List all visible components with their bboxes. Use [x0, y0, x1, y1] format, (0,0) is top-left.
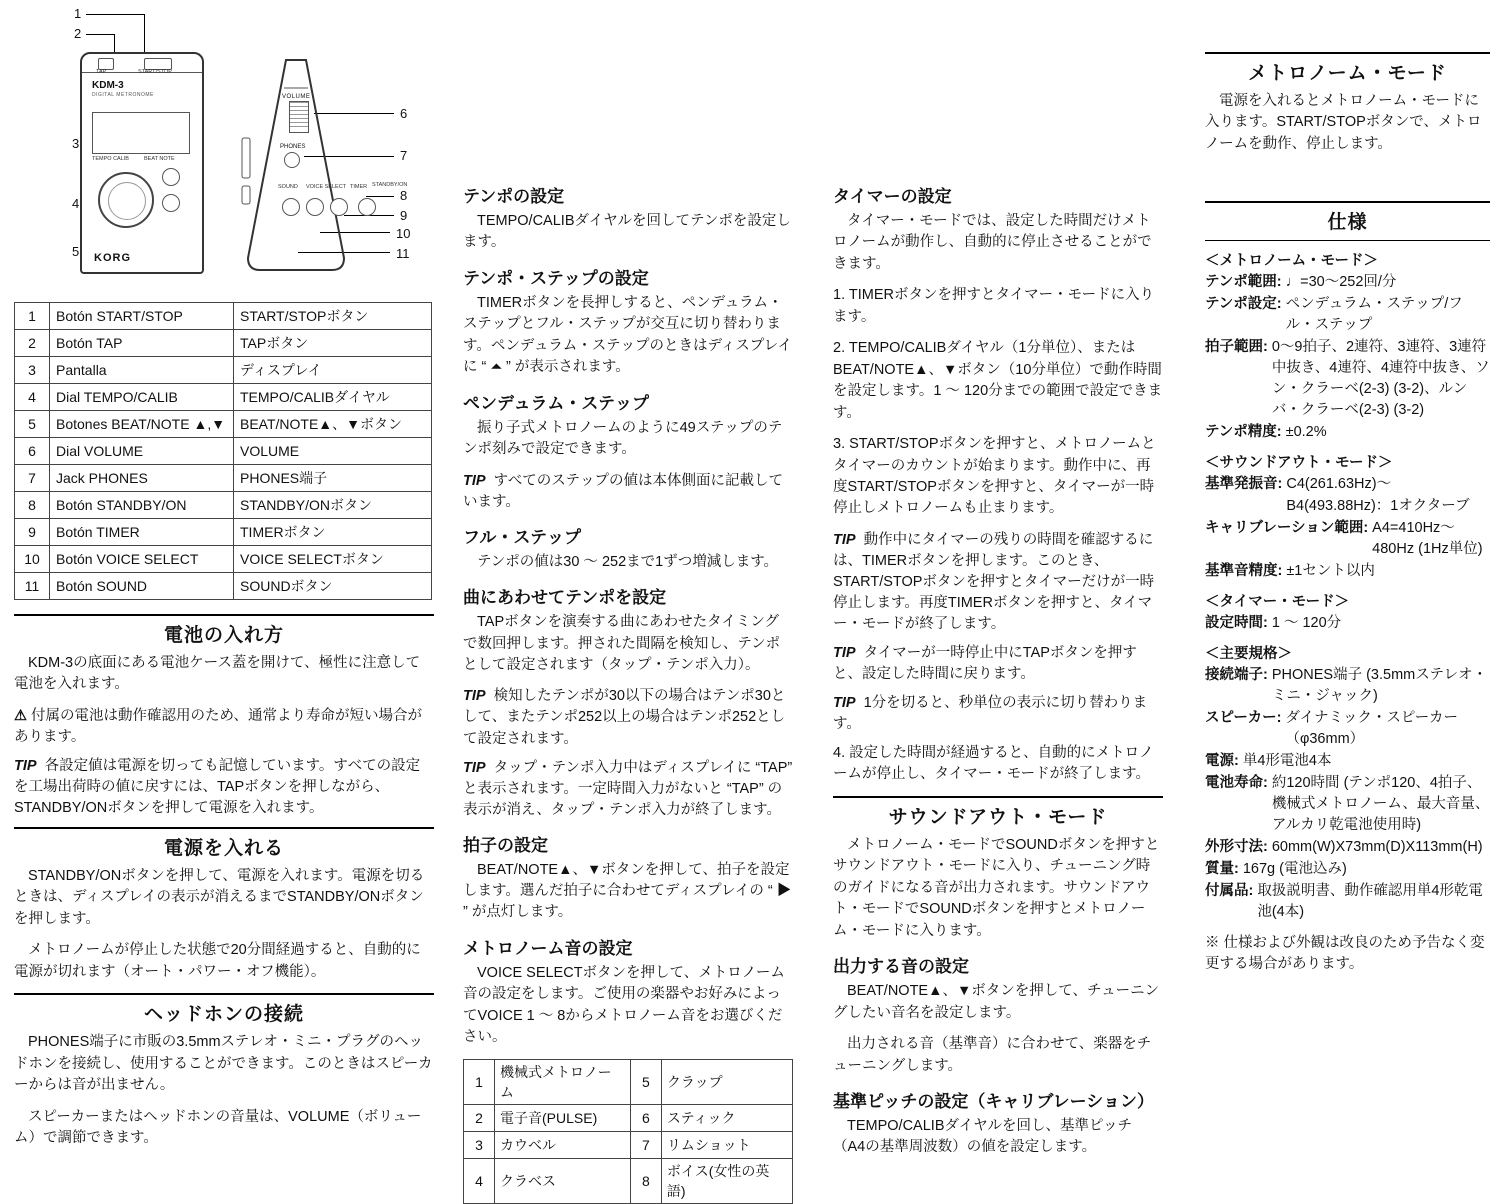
spec-value: PHONES端子 (3.5mmステレオ・ミニ・ジャック)	[1271, 666, 1488, 704]
section-headphones	[14, 993, 434, 1149]
spec-row	[1205, 708, 1490, 750]
voice-name: スティック	[661, 1104, 792, 1131]
heading-tap-tempo: 曲にあわせてテンポを設定	[463, 588, 667, 608]
heading-full-step: フル・ステップ	[463, 527, 581, 547]
beat-paragraph: BEAT/NOTE▲、▼ボタンを押して、拍子を設定します。選んだ拍子に合わせてディスプレイの “ ▶ ” が点灯します。	[463, 861, 792, 921]
soundout-paragraph: メトロノーム・モードでSOUNDボタンを押すとサウンドアウト・モードに入り、チューニング時のガイドになる音が出力されます。サウンドアウト・モードでSOUNDボタンを押すとメトロノーム・モードに入ります。	[833, 836, 1160, 939]
pendulum-tip	[463, 471, 793, 513]
beat-note-down-button-glyph	[162, 194, 180, 212]
tempo-paragraph: TEMPO/CALIBダイヤルを回してテンポを設定します。	[463, 213, 791, 251]
spec-key: 基準発振音:	[1205, 476, 1283, 493]
battery-warning	[14, 706, 434, 748]
spec-value: ペンデュラム・ステップ/フル・ステップ	[1285, 296, 1463, 334]
spec-value: 取扱説明書、動作確認用単4形乾電池(4本)	[1257, 882, 1483, 920]
output-paragraph-1: BEAT/NOTE▲、▼ボタンを押して、チューニングしたい音名を設定します。	[833, 983, 1160, 1021]
section-soundout	[833, 796, 1163, 942]
table-row	[15, 303, 432, 330]
part-number: 10	[15, 546, 50, 573]
timer-step-2: 2. TEMPO/CALIBダイヤル（1分単位）、またはBEAT/NOTE▲、▼ボタン（10分単位）で動作時間を設定します。1 〜 120分までの範囲で設定できます。	[833, 340, 1163, 421]
table-row	[464, 1104, 793, 1131]
heading-pendulum-step: ペンデュラム・ステップ	[463, 393, 649, 413]
voice-name: 機械式メトロノーム	[495, 1059, 631, 1104]
spec-group-heading: ＜タイマー・モード＞	[1205, 593, 1350, 610]
power-paragraph-2: メトロノームが停止した状態で20分間経過すると、自動的に電源が切れます（オート・パワー・オフ機能）。	[14, 942, 421, 980]
phones-jack-glyph	[284, 152, 300, 168]
beat-note-label: BEAT NOTE	[144, 156, 175, 162]
timer-tip-3-text: 1分を切ると、秒単位の表示に切り替わります。	[833, 695, 1148, 733]
device-model-name: KDM-3	[92, 80, 124, 91]
tap-tempo-tip-1	[463, 686, 793, 749]
voice-select-label: VOICE SELECT	[306, 184, 347, 190]
heading-tempo: テンポの設定	[463, 187, 565, 206]
part-name-jp: ディスプレイ	[234, 357, 432, 384]
table-row	[15, 546, 432, 573]
calibration-paragraph: TEMPO/CALIBダイヤルを回し、基準ピッチ（A4の基準周波数）の値を設定します。	[833, 1118, 1132, 1156]
battery-tip-1-text: 各設定値は電源を切っても記憶しています。すべての設定を工場出荷時の値に戻すには、TAPボタンを押しながら、STANDBY/ONボタンを押して電源を入れます。	[14, 757, 421, 816]
table-row	[15, 519, 432, 546]
spec-value: A4=410Hz〜480Hz (1Hz単位)	[1372, 519, 1483, 557]
voice-name: クラベス	[495, 1158, 631, 1203]
part-number: 2	[15, 330, 50, 357]
part-name-es: Botón TAP	[50, 330, 234, 357]
column-middle-right	[833, 182, 1163, 1169]
part-name-es: Dial VOLUME	[50, 438, 234, 465]
part-name-jp: TAPボタン	[234, 330, 432, 357]
divider	[1205, 240, 1490, 241]
part-number: 3	[15, 357, 50, 384]
column-right	[1205, 52, 1490, 975]
voice-name: リムショット	[661, 1131, 792, 1158]
spec-key: スピーカー:	[1205, 709, 1282, 726]
callout-2: 2	[74, 26, 82, 41]
part-number: 4	[15, 384, 50, 411]
metronome-sound-paragraph: VOICE SELECTボタンを押して、メトロノーム音の設定をします。ご使用の楽器やお好みによってVOICE 1 〜 8からメトロノーム音をお選びください。	[463, 964, 785, 1046]
heading-tempo-step: テンポ・ステップの設定	[463, 268, 649, 288]
section-metronome-mode	[1205, 52, 1490, 155]
section-title: 仕様	[1327, 212, 1368, 234]
spec-value: 1 〜 120分	[1271, 614, 1342, 631]
part-name-es: Botón SOUND	[50, 573, 234, 600]
callout-10: 10	[396, 226, 411, 241]
spec-row	[1205, 294, 1490, 336]
timer-paragraph: タイマー・モードでは、設定した時間だけメトロノームが動作し、自動的に停止させることができます。	[833, 213, 1152, 272]
device-display	[92, 112, 190, 154]
table-row	[15, 492, 432, 519]
timer-tip-1	[833, 530, 1163, 635]
spec-row	[1205, 613, 1490, 634]
tip-label: TIP	[463, 472, 486, 489]
part-number: 8	[15, 492, 50, 519]
section-title: メトロノーム・モード	[1248, 63, 1447, 84]
tip-label: TIP	[14, 757, 37, 774]
table-row	[464, 1059, 793, 1104]
column-left	[14, 0, 434, 1160]
section-battery	[14, 614, 434, 819]
tap-tempo-tip-2	[463, 758, 793, 821]
battery-paragraph-1: KDM-3の底面にある電池ケース蓋を開けて、極性に注意して電池を入れます。	[14, 655, 421, 693]
standby-on-label: STANDBY/ON	[372, 182, 408, 188]
callout-8: 8	[400, 188, 408, 203]
spec-key: テンポ精度:	[1205, 424, 1282, 441]
pendulum-tip-text: すべてのステップの値は本体側面に記載しています。	[463, 472, 784, 510]
tempo-calib-label: TEMPO CALIB	[92, 156, 129, 162]
spec-key: 基準音精度:	[1205, 562, 1283, 579]
voice-number: 1	[464, 1059, 495, 1104]
spec-key: 付属品:	[1205, 882, 1254, 899]
parts-table	[14, 302, 432, 600]
table-row	[464, 1131, 793, 1158]
leader-8	[366, 196, 394, 197]
heading-beat: 拍子の設定	[463, 835, 548, 855]
callout-6: 6	[400, 106, 408, 121]
callout-3: 3	[72, 136, 80, 151]
tip-label: TIP	[463, 759, 486, 776]
table-row	[15, 573, 432, 600]
spec-key: キャリブレーション範囲:	[1205, 519, 1369, 536]
divider	[1205, 201, 1490, 203]
divider	[833, 796, 1163, 798]
timer-step-3: 3. START/STOPボタンを押すと、メトロノームとタイマーのカウントが始まります。動作中に、再度START/STOPボタンを押すと、タイマーが一時停止しメトロノームも止まります。	[833, 436, 1156, 517]
leader-2b	[114, 34, 115, 52]
callout-4: 4	[72, 196, 80, 211]
headphones-paragraph-1: PHONES端子に市販の3.5mmステレオ・ミニ・プラグのヘッドホンを接続し、使用することができます。このときはスピーカーからは音が出ません。	[14, 1034, 433, 1094]
voice-name: 電子音(PULSE)	[495, 1104, 631, 1131]
voice-number: 8	[630, 1158, 661, 1203]
sound-label: SOUND	[278, 184, 298, 190]
voice-table	[463, 1059, 793, 1204]
table-row	[15, 465, 432, 492]
tip-label: TIP	[833, 531, 856, 548]
tempo-step-paragraph: TIMERボタンを長押しすると、ペンデュラム・ステップとフル・ステップが交互に切り替わります。ペンデュラム・ステップのときはディスプレイに “ ⏶ ” が表示されます。	[463, 294, 793, 376]
column-middle-left	[463, 182, 793, 1204]
spec-group-heading: ＜メトロノーム・モード＞	[1205, 253, 1378, 270]
part-number: 6	[15, 438, 50, 465]
part-name-jp: VOICE SELECTボタン	[234, 546, 432, 573]
table-row	[15, 330, 432, 357]
spec-value: ♩=30〜252回/分	[1285, 274, 1397, 291]
phones-label: PHONES	[280, 144, 306, 150]
voice-name: カウベル	[495, 1131, 631, 1158]
part-name-es: Botón STANDBY/ON	[50, 492, 234, 519]
part-number: 1	[15, 303, 50, 330]
battery-warning-text: 付属の電池は動作確認用のため、通常より寿命が短い場合があります。	[14, 707, 422, 745]
tap-label: TAP	[96, 69, 107, 75]
timer-tip-2	[833, 643, 1163, 685]
part-name-es: Pantalla	[50, 357, 234, 384]
metronome-mode-paragraph: 電源を入れるとメトロノーム・モードに入ります。START/STOPボタンで、メトロノームを動作、停止します。	[1205, 93, 1482, 152]
voice-number: 7	[630, 1131, 661, 1158]
part-name-jp: VOLUME	[234, 438, 432, 465]
section-title: ヘッドホンの接続	[143, 1004, 304, 1026]
timer-button-glyph	[330, 198, 348, 216]
callout-11: 11	[396, 246, 410, 261]
timer-label: TIMER	[350, 184, 368, 190]
section-title: 電池の入れ方	[163, 625, 284, 646]
device-front-view	[80, 52, 204, 274]
spec-key: 電源:	[1205, 752, 1239, 769]
headphones-paragraph-2: スピーカーまたはヘッドホンの音量は、VOLUME（ボリューム）で調節できます。	[14, 1108, 422, 1147]
voice-number: 4	[464, 1158, 495, 1203]
spec-value: 60mm(W)X73mm(D)X113mm(H)	[1271, 838, 1483, 855]
part-name-es: Dial TEMPO/CALIB	[50, 384, 234, 411]
section-power	[14, 827, 434, 983]
part-name-jp: BEAT/NOTE▲、▼ボタン	[234, 411, 432, 438]
spec-key: テンポ範囲:	[1205, 274, 1282, 291]
tip-label: TIP	[463, 688, 486, 705]
specs-note: ※ 仕様および外観は改良のため予告なく変更する場合があります。	[1205, 934, 1485, 972]
tap-tempo-paragraph: TAPボタンを演奏する曲にあわせたタイミングで数回押します。押された間隔を検知し、テンポとして設定されます（タップ・テンポ入力）。	[463, 614, 781, 674]
output-paragraph-2: 出力される音（基準音）に合わせて、楽器をチューニングします。	[833, 1036, 1152, 1074]
spec-row	[1205, 474, 1490, 516]
heading-output-sound: 出力する音の設定	[833, 957, 969, 977]
spec-value: 0〜9拍子、2連符、3連符、3連符中抜き、4連符、4連符中抜き、ソン・クラーベ(2-3) (3-2)、ルンバ・クラーベ(2-3) (3-2)	[1271, 339, 1490, 419]
spec-key: テンポ設定:	[1205, 296, 1282, 313]
brand-logo: KORG	[94, 252, 131, 264]
warning-icon: ⚠	[14, 707, 27, 724]
spec-value: 167g (電池込み)	[1242, 860, 1347, 877]
part-name-es: Jack PHONES	[50, 465, 234, 492]
part-number: 11	[15, 573, 50, 600]
spec-key: 拍子範囲:	[1205, 339, 1268, 356]
spec-key: 設定時間:	[1205, 614, 1268, 631]
callout-5: 5	[72, 244, 80, 259]
divider	[1205, 52, 1490, 54]
spec-value: 単4形電池4本	[1242, 752, 1332, 769]
tip-label: TIP	[833, 695, 856, 711]
spec-row	[1205, 773, 1490, 836]
leader-1	[86, 14, 144, 15]
callout-1: 1	[74, 6, 82, 21]
spec-group-heading: ＜サウンドアウト・モード＞	[1205, 455, 1393, 472]
spec-value: 約120時間 (テンポ120、4拍子、機械式メトロノーム、最大音量、アルカリ乾電池使用時)	[1271, 774, 1490, 833]
section-title: 電源を入れる	[163, 837, 284, 859]
callout-9: 9	[400, 208, 408, 223]
part-name-jp: SOUNDボタン	[234, 573, 432, 600]
part-number: 7	[15, 465, 50, 492]
voice-number: 6	[630, 1104, 661, 1131]
device-diagram	[14, 6, 444, 296]
part-name-jp: START/STOPボタン	[234, 303, 432, 330]
voice-name: ボイス(女性の英語)	[661, 1158, 792, 1203]
spec-row	[1205, 837, 1490, 858]
table-row	[15, 357, 432, 384]
divider	[14, 993, 434, 995]
callout-7: 7	[400, 148, 408, 163]
spec-value: ±1セント以内	[1286, 562, 1375, 579]
divider	[14, 614, 434, 616]
sound-button-glyph	[282, 198, 300, 216]
device-model-sub: DIGITAL METRONOME	[92, 92, 154, 98]
spec-row	[1205, 859, 1490, 880]
table-row	[15, 438, 432, 465]
voice-number: 2	[464, 1104, 495, 1131]
section-specifications	[1205, 201, 1490, 974]
table-row	[15, 411, 432, 438]
spec-value: ダイナミック・スピーカー（φ36mm）	[1285, 709, 1459, 747]
spec-value: C4(261.63Hz)〜B4(493.88Hz)：1オクターブ	[1286, 476, 1470, 514]
spec-row	[1205, 422, 1490, 443]
spec-row	[1205, 665, 1490, 707]
spec-key: 外形寸法:	[1205, 838, 1268, 855]
tip-label: TIP	[833, 644, 856, 661]
part-name-es: Botón TIMER	[50, 519, 234, 546]
pendulum-paragraph: 振り子式メトロノームのように49ステップのテンポ刻みで設定できます。	[463, 419, 783, 458]
voice-name: クラップ	[661, 1059, 792, 1104]
tap-tempo-tip-1-text: 検知したテンポが30以下の場合はテンポ30として、またテンポ252以上の場合はテンポ252として設定されます。	[463, 688, 786, 747]
power-paragraph-1: STANDBY/ONボタンを押して、電源を入れます。電源を切るときは、ディスプレイの表示が消えるまでSTANDBY/ONボタンを押します。	[14, 867, 425, 927]
part-number: 5	[15, 411, 50, 438]
timer-tip-1-text: 動作中にタイマーの残りの時間を確認するには、TIMERボタンを押します。このとき、START/STOPボタンを押すとタイマーだけが一時停止します。再度TIMERボタンを押すと、タイマー・モードが終了します。	[833, 531, 1155, 632]
leader-1b	[144, 14, 145, 52]
spec-row	[1205, 751, 1490, 772]
timer-tip-2-text: タイマーが一時停止中にTAPボタンを押すと、設定した時間に戻ります。	[833, 644, 1137, 682]
full-step-paragraph: テンポの値は30 〜 252まで1ずつ増減します。	[477, 553, 779, 570]
spec-key: 質量:	[1205, 860, 1239, 877]
part-number: 9	[15, 519, 50, 546]
part-name-es: Botón VOICE SELECT	[50, 546, 234, 573]
heading-timer: タイマーの設定	[833, 187, 952, 206]
divider	[14, 827, 434, 829]
battery-tip-1	[14, 756, 434, 819]
section-title: サウンドアウト・モード	[888, 806, 1108, 828]
spec-value: ±0.2%	[1285, 424, 1327, 441]
spec-key: 接続端子:	[1205, 666, 1268, 683]
part-name-jp: TIMERボタン	[234, 519, 432, 546]
beat-note-up-button-glyph	[162, 168, 180, 186]
part-name-es: Botón START/STOP	[50, 303, 234, 330]
voice-number: 3	[464, 1131, 495, 1158]
table-row	[464, 1158, 793, 1203]
spec-key: 電池寿命:	[1205, 774, 1268, 791]
timer-step-4: 4. 設定した時間が経過すると、自動的にメトロノームが停止し、タイマー・モードが終了します。	[833, 745, 1154, 783]
start-stop-label: START/STOP	[138, 69, 172, 75]
spec-row	[1205, 337, 1490, 421]
standby-on-button-glyph	[358, 198, 376, 216]
heading-calibration: 基準ピッチの設定（キャリブレーション）	[833, 1092, 1154, 1112]
timer-step-1: 1. TIMERボタンを押すとタイマー・モードに入ります。	[833, 287, 1155, 325]
part-name-jp: TEMPO/CALIBダイヤル	[234, 384, 432, 411]
spec-row	[1205, 881, 1490, 923]
heading-metronome-sound: メトロノーム音の設定	[463, 938, 633, 958]
leader-2	[86, 34, 114, 35]
timer-tip-3	[833, 693, 1163, 735]
volume-label: VOLUME	[282, 94, 311, 100]
part-name-jp: PHONES端子	[234, 465, 432, 492]
spec-group-heading: ＜主要規格＞	[1205, 645, 1292, 662]
volume-dial-glyph	[289, 101, 309, 133]
part-name-jp: STANDBY/ONボタン	[234, 492, 432, 519]
spec-row	[1205, 272, 1490, 293]
tap-tempo-tip-2-text: タップ・テンポ入力中はディスプレイに “TAP” と表示されます。一定時間入力がないと “TAP” の表示が消え、タップ・テンポ入力が終了します。	[463, 759, 793, 818]
part-name-es: Botones BEAT/NOTE ▲,▼	[50, 411, 234, 438]
spec-row	[1205, 518, 1490, 560]
voice-select-button-glyph	[306, 198, 324, 216]
spec-row	[1205, 561, 1490, 582]
voice-number: 5	[630, 1059, 661, 1104]
tempo-calib-dial-glyph	[98, 172, 154, 228]
table-row	[15, 384, 432, 411]
